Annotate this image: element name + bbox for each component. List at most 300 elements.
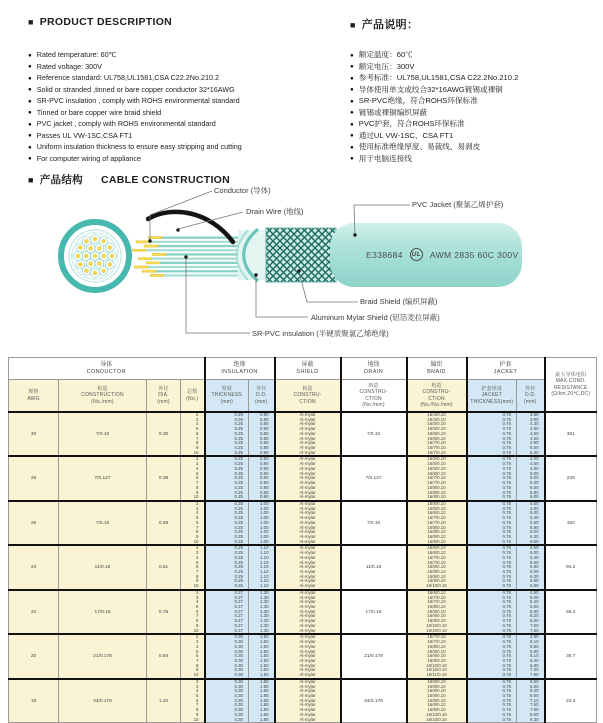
- value-line: 1.10: [259, 550, 269, 556]
- value-line: 1.30: [259, 622, 269, 628]
- header-line: 构造: [302, 386, 313, 393]
- conductor-construction-cell: 34/0.178: [59, 679, 147, 723]
- value-line: 5: [196, 426, 199, 432]
- value-line: Al-mylar: [299, 639, 316, 645]
- value-line: 0.76: [502, 412, 512, 417]
- bullet-item: [28, 119, 242, 131]
- value-line: 0.90: [259, 489, 269, 495]
- value-line: 6.30: [529, 533, 539, 539]
- value-line: 0.27: [234, 608, 243, 614]
- value-line: 16/9/0.10: [427, 613, 446, 619]
- value-stack: [517, 457, 544, 499]
- header-line: (mm): [157, 398, 170, 405]
- value-line: 1.80: [259, 716, 269, 722]
- wire-conductor: [84, 254, 88, 258]
- value-line: 0.76: [502, 613, 512, 619]
- drain-construction-cell: 7/0.127: [341, 456, 407, 500]
- value-line: 1.00: [259, 510, 269, 516]
- header-line: CTION: [428, 395, 445, 402]
- insulation-od-cell: [249, 634, 275, 678]
- group-label-zh: 绝缘: [233, 361, 246, 368]
- header-line: (mm): [524, 398, 537, 405]
- value-line: Al-mylar: [299, 604, 316, 610]
- value-line: 1.00: [259, 533, 269, 539]
- value-line: 0.90: [259, 461, 269, 467]
- value-line: 0.30: [234, 702, 243, 708]
- value-stack: [517, 635, 544, 677]
- value-line: 0.76: [502, 533, 512, 539]
- value-line: 0.76: [502, 426, 512, 432]
- header-line: 规格: [28, 389, 39, 396]
- value-line: 5: [196, 515, 199, 521]
- value-line: 0.76: [502, 589, 512, 595]
- ul-mark-icon: UL: [410, 248, 423, 261]
- value-line: 4.30: [529, 421, 539, 427]
- value-line: 16/8/0.10: [427, 608, 446, 614]
- value-line: Al-mylar: [299, 678, 316, 684]
- wire-conductor: [89, 246, 93, 250]
- value-line: 1.80: [259, 702, 269, 708]
- value-line: 16/8/0.10: [427, 678, 446, 684]
- value-line: Al-mylar: [299, 608, 316, 614]
- bullet-item: [28, 142, 242, 154]
- bullet-text: 用于电脑连接线: [358, 153, 412, 163]
- product-description-list-zh: [350, 50, 518, 165]
- jacket-od-cell: [517, 501, 545, 545]
- value-line: 0.25: [234, 515, 243, 521]
- value-line: 16/7/0.10: [427, 554, 446, 560]
- value-line: 6: [196, 564, 199, 570]
- value-line: 6: [196, 608, 199, 614]
- header-line: MAX.COND.: [555, 378, 586, 385]
- bullet-item: [350, 131, 518, 143]
- value-line: 1.30: [259, 613, 269, 619]
- square-bullet-icon: ■: [350, 20, 356, 30]
- value-line: 5.50: [529, 484, 539, 490]
- bullet-item: [350, 50, 518, 62]
- value-line: 0.76: [502, 711, 512, 717]
- value-stack: [249, 680, 274, 722]
- value-line: 5.40: [529, 599, 539, 605]
- resistance-cell: 381: [545, 412, 597, 456]
- bullet-text: 导体使用单支或绞合32*16AWG镀锡或裸铜: [358, 84, 503, 94]
- product-description-list-en: [28, 50, 242, 165]
- value-line: Al-mylar: [299, 583, 316, 589]
- value-line: 0.76: [502, 416, 512, 422]
- value-line: 5.90: [529, 683, 539, 689]
- sr-pvc-label: SR-PVC insulation (半硬质聚氯乙烯绝缘): [252, 329, 389, 338]
- conductor-tip: [132, 249, 146, 251]
- value-line: Al-mylar: [299, 416, 316, 422]
- value-stack: [468, 680, 517, 722]
- value-line: 0.76: [502, 430, 512, 436]
- value-line: 16/5/0.10: [427, 426, 446, 432]
- value-line: 9: [196, 578, 199, 584]
- value-line: 5.80: [529, 489, 539, 495]
- value-line: 0.80: [259, 440, 269, 446]
- value-line: Al-mylar: [299, 519, 316, 525]
- value-line: 1.30: [259, 604, 269, 610]
- value-line: 0.76: [502, 583, 512, 589]
- product-description-title-zh: 产品说明：: [361, 19, 419, 31]
- value-line: 16/10/0.10: [426, 583, 447, 589]
- value-line: 4.60: [529, 430, 539, 436]
- value-line: 4.90: [529, 440, 539, 446]
- wire-conductor: [97, 246, 101, 250]
- value-line: 1.00: [259, 524, 269, 530]
- value-line: 16/10/0.10: [426, 667, 447, 673]
- value-line: 7: [196, 480, 199, 486]
- wire-conductor: [101, 239, 105, 243]
- value-line: Al-mylar: [299, 559, 316, 565]
- braid-construction-cell: [407, 545, 467, 589]
- value-line: 1.50: [259, 667, 269, 673]
- value-line: 5: [196, 559, 199, 565]
- insulation-thickness-cell: [205, 679, 249, 723]
- value-line: 1.80: [259, 697, 269, 703]
- value-line: Al-mylar: [299, 529, 316, 535]
- wire-conductor: [84, 239, 88, 243]
- value-line: 0.90: [259, 484, 269, 490]
- value-line: 16/9/0.10: [427, 573, 446, 579]
- value-line: 6: [196, 519, 199, 525]
- bullet-item: [28, 73, 242, 85]
- bullet-item: [350, 85, 518, 97]
- value-line: Al-mylar: [299, 533, 316, 539]
- value-line: 5: [196, 470, 199, 476]
- value-line: 7.30: [529, 667, 539, 673]
- shield-construction-cell: [275, 679, 341, 723]
- value-stack: [181, 457, 204, 499]
- value-line: 9: [196, 622, 199, 628]
- value-line: 9: [196, 489, 199, 495]
- col-header-7: [341, 380, 407, 413]
- value-line: 2: [196, 412, 199, 417]
- value-line: 16/8/0.10: [427, 683, 446, 689]
- header-line: 外径: [256, 386, 267, 393]
- value-line: Al-mylar: [299, 500, 316, 506]
- value-line: Al-mylar: [299, 573, 316, 579]
- header-line: 外径: [525, 386, 536, 393]
- value-line: 0.30: [234, 688, 243, 694]
- value-line: 0.27: [234, 594, 243, 600]
- drain-construction-cell: 11/0.16: [341, 545, 407, 589]
- value-line: 16/8/0.10: [427, 643, 446, 649]
- value-line: 0.25: [234, 533, 243, 539]
- jacket-thickness-cell: [467, 412, 517, 456]
- wire-conductor: [108, 262, 112, 266]
- value-line: 16/5/0.10: [427, 421, 446, 427]
- value-line: 6.80: [529, 583, 539, 589]
- braid-construction-cell: [407, 679, 467, 723]
- group-label-zh: 编织: [430, 361, 443, 368]
- awg-cell: 30: [9, 412, 59, 456]
- value-line: 5.90: [529, 648, 539, 654]
- value-line: 5.60: [529, 559, 539, 565]
- value-line: 1.00: [259, 500, 269, 506]
- bullet-item: [28, 85, 242, 97]
- jacket-thickness-cell: [467, 590, 517, 634]
- value-line: 10: [193, 672, 199, 678]
- value-line: 0.27: [234, 627, 243, 633]
- value-line: 5.00: [529, 550, 539, 556]
- value-line: 16/8/0.10: [427, 564, 446, 570]
- awg-cell: 26: [9, 501, 59, 545]
- value-line: 16/8/0.10: [427, 692, 446, 698]
- value-line: Al-mylar: [299, 618, 316, 624]
- bullet-text: PVC jacket , comply with ROHS environmental standard: [36, 119, 216, 129]
- bullet-text: Rated voltage: 300V: [36, 61, 102, 71]
- conductor-dia-cell: 0.61: [147, 545, 181, 589]
- bullet-item: [350, 154, 518, 166]
- header-line: 芯数: [187, 389, 198, 396]
- value-line: Al-mylar: [299, 564, 316, 570]
- header-line: RESISTANCE: [553, 384, 588, 391]
- value-line: 0.76: [502, 618, 512, 624]
- bullet-item: [28, 108, 242, 120]
- header-line: CONSTRUCTION: [81, 392, 124, 399]
- value-stack: [181, 680, 204, 722]
- value-line: 16/6/0.10: [427, 430, 446, 436]
- value-line: 0.30: [234, 643, 243, 649]
- value-line: 4.50: [529, 545, 539, 551]
- value-line: 0.76: [502, 569, 512, 574]
- aluminum-mylar-label: Aluminum Mylar Shield (铝箔麦拉屏蔽): [311, 313, 440, 322]
- value-line: 0.30: [234, 634, 243, 640]
- value-line: 3: [196, 461, 199, 467]
- value-line: 0.76: [502, 435, 512, 441]
- value-line: 1.80: [259, 692, 269, 698]
- wire-conductor: [78, 262, 82, 266]
- value-line: Al-mylar: [299, 707, 316, 713]
- value-line: 16/8/0.10: [427, 604, 446, 610]
- value-line: 16/9/0.10: [427, 533, 446, 539]
- value-line: Al-mylar: [299, 440, 316, 446]
- value-line: 0.76: [502, 538, 512, 544]
- value-line: 0.76: [502, 564, 512, 570]
- conductor-dia-cell: 0.94: [147, 634, 181, 678]
- cores-cell: [181, 634, 205, 678]
- value-line: 5.10: [529, 639, 539, 645]
- wire-conductor: [78, 245, 82, 249]
- value-stack: [206, 591, 249, 633]
- value-line: 0.76: [502, 550, 512, 556]
- value-line: 6.40: [529, 688, 539, 694]
- value-line: 6: [196, 697, 199, 703]
- value-line: 0.76: [502, 461, 512, 467]
- value-line: 16/8/0.10: [427, 494, 446, 500]
- header-line: 外径: [158, 386, 169, 393]
- group-label-en: DRAIN: [363, 368, 384, 375]
- cores-cell: [181, 501, 205, 545]
- value-line: 0.25: [234, 465, 243, 471]
- value-line: 16/6/0.10: [427, 589, 446, 595]
- value-line: 5.50: [529, 678, 539, 684]
- value-line: 6.60: [529, 618, 539, 624]
- header-line: (No.): [186, 395, 199, 402]
- value-stack: [408, 591, 466, 633]
- value-line: 8: [196, 529, 199, 535]
- value-line: 16/6/0.10: [427, 465, 446, 471]
- value-line: 7.50: [529, 627, 539, 633]
- value-line: 0.25: [234, 426, 243, 432]
- value-line: 0.25: [234, 519, 243, 525]
- header-line: CTION: [299, 398, 316, 405]
- core-insulation: [164, 274, 246, 276]
- value-line: Al-mylar: [299, 653, 316, 659]
- value-line: 6.40: [529, 657, 539, 663]
- value-line: 16/7/0.10: [427, 440, 446, 446]
- value-line: 16/7/0.10: [427, 475, 446, 481]
- value-line: Al-mylar: [299, 456, 316, 462]
- value-line: 16/8/0.10: [427, 524, 446, 530]
- value-line: 1.30: [259, 627, 269, 633]
- core-insulation: [156, 270, 246, 272]
- value-line: 3: [196, 683, 199, 689]
- value-line: Al-mylar: [299, 702, 316, 708]
- value-line: 0.80: [259, 426, 269, 432]
- value-line: 0.76: [502, 622, 512, 628]
- shield-construction-cell: [275, 456, 341, 500]
- spec-row-awg-18: [9, 679, 597, 723]
- value-line: 0.80: [259, 412, 269, 417]
- awm-print: AWM 2835 60C 300V: [429, 249, 519, 260]
- header-line: O.D.: [524, 392, 536, 399]
- wire-conductor: [101, 269, 105, 273]
- header-line: CONSTRU-: [359, 389, 388, 396]
- shield-construction-cell: [275, 590, 341, 634]
- value-line: 7: [196, 657, 199, 663]
- value-line: 1.30: [259, 608, 269, 614]
- square-bullet-icon: ■: [28, 175, 34, 185]
- insulation-od-cell: [249, 501, 275, 545]
- cable-construction-title-zh: 产品结构: [39, 174, 83, 186]
- value-line: Al-mylar: [299, 461, 316, 467]
- value-line: Al-mylar: [299, 554, 316, 560]
- value-line: 0.76: [502, 662, 512, 668]
- braid-construction-cell: [407, 456, 467, 500]
- value-line: 0.76: [502, 449, 512, 455]
- value-line: 7: [196, 569, 199, 574]
- value-line: 0.25: [234, 573, 243, 579]
- value-line: 2: [196, 456, 199, 462]
- product-description-heading: [28, 16, 172, 28]
- value-line: 6.50: [529, 538, 539, 544]
- conductor-tip: [152, 253, 166, 255]
- bullet-text: Reference standard: UL758,UL1581,CSA C22.2No.210.2: [36, 73, 219, 83]
- core-insulation: [146, 249, 246, 251]
- value-line: 1.80: [259, 678, 269, 684]
- jacket-od-cell: [517, 634, 545, 678]
- bullet-item: [350, 108, 518, 120]
- value-line: 0.76: [502, 608, 512, 614]
- value-line: 0.30: [234, 692, 243, 698]
- col-header-0: [9, 380, 59, 413]
- value-line: 2: [196, 589, 199, 595]
- col-group-insulation: [205, 358, 275, 380]
- value-line: 7.10: [529, 697, 539, 703]
- value-line: 4: [196, 421, 199, 427]
- value-line: 0.76: [502, 688, 512, 694]
- conductor-construction-cell: 17/0.16: [59, 590, 147, 634]
- value-line: 2: [196, 545, 199, 551]
- value-line: 0.90: [259, 470, 269, 476]
- value-line: 0.25: [234, 578, 243, 584]
- bullet-item: [350, 62, 518, 74]
- value-line: 8: [196, 662, 199, 668]
- value-line: 0.76: [502, 648, 512, 654]
- value-stack: [249, 413, 274, 455]
- cores-cell: [181, 456, 205, 500]
- value-line: 5: [196, 648, 199, 654]
- value-line: 16/6/0.10: [427, 510, 446, 516]
- value-line: 0.80: [259, 445, 269, 451]
- value-stack: [181, 413, 204, 455]
- value-line: 0.90: [259, 456, 269, 462]
- conductor-construction-cell: 11/0.16: [59, 545, 147, 589]
- conductor-tip: [142, 270, 156, 272]
- value-line: 4: [196, 599, 199, 605]
- col-group-drain: [341, 358, 407, 380]
- col-header-8: [407, 380, 467, 413]
- value-line: Al-mylar: [299, 697, 316, 703]
- bullet-text: Tinned or bare copper wire braid shield: [36, 107, 162, 117]
- value-line: 6: [196, 475, 199, 481]
- braid-construction-cell: [407, 501, 467, 545]
- value-line: Al-mylar: [299, 594, 316, 600]
- value-stack: [517, 546, 544, 588]
- shield-construction-cell: [275, 412, 341, 456]
- value-line: 4.80: [529, 589, 539, 595]
- value-line: 16/7/0.10: [427, 634, 446, 640]
- value-line: Al-mylar: [299, 480, 316, 486]
- jacket-print: [366, 248, 519, 261]
- conductor-tip: [134, 266, 148, 268]
- value-line: 2: [196, 678, 199, 684]
- value-line: 0.76: [502, 697, 512, 703]
- wire-conductor: [93, 254, 97, 258]
- value-line: 5.30: [529, 515, 539, 521]
- ul-file-number: E338684: [366, 249, 403, 260]
- value-line: Al-mylar: [299, 599, 316, 605]
- value-stack: [408, 680, 466, 722]
- value-line: 1.10: [259, 578, 269, 584]
- pvc-jacket-label: PVC Jacket (聚氯乙烯护套): [412, 200, 504, 209]
- value-line: 0.25: [234, 484, 243, 490]
- jacket-thickness-cell: [467, 634, 517, 678]
- value-line: 0.76: [502, 604, 512, 610]
- value-line: 7.00: [529, 622, 539, 628]
- col-header-10: [517, 380, 545, 413]
- value-stack: [517, 680, 544, 722]
- wire-conductor: [93, 237, 97, 241]
- group-label-en: INSULATION: [221, 368, 258, 375]
- col-header-3: [181, 380, 205, 413]
- insulation-thickness-cell: [205, 634, 249, 678]
- jacket-od-cell: [517, 545, 545, 589]
- value-line: 7: [196, 702, 199, 708]
- jacket-od-cell: [517, 412, 545, 456]
- braid-shield-section: [266, 228, 336, 282]
- value-line: 1.80: [259, 707, 269, 713]
- value-line: 0.76: [502, 456, 512, 462]
- insulation-thickness-cell: [205, 545, 249, 589]
- value-stack: [249, 502, 274, 544]
- product-description-title: PRODUCT DESCRIPTION: [39, 16, 173, 28]
- value-line: 5.30: [529, 480, 539, 486]
- value-stack: [206, 413, 249, 455]
- col-header-1: [59, 380, 147, 413]
